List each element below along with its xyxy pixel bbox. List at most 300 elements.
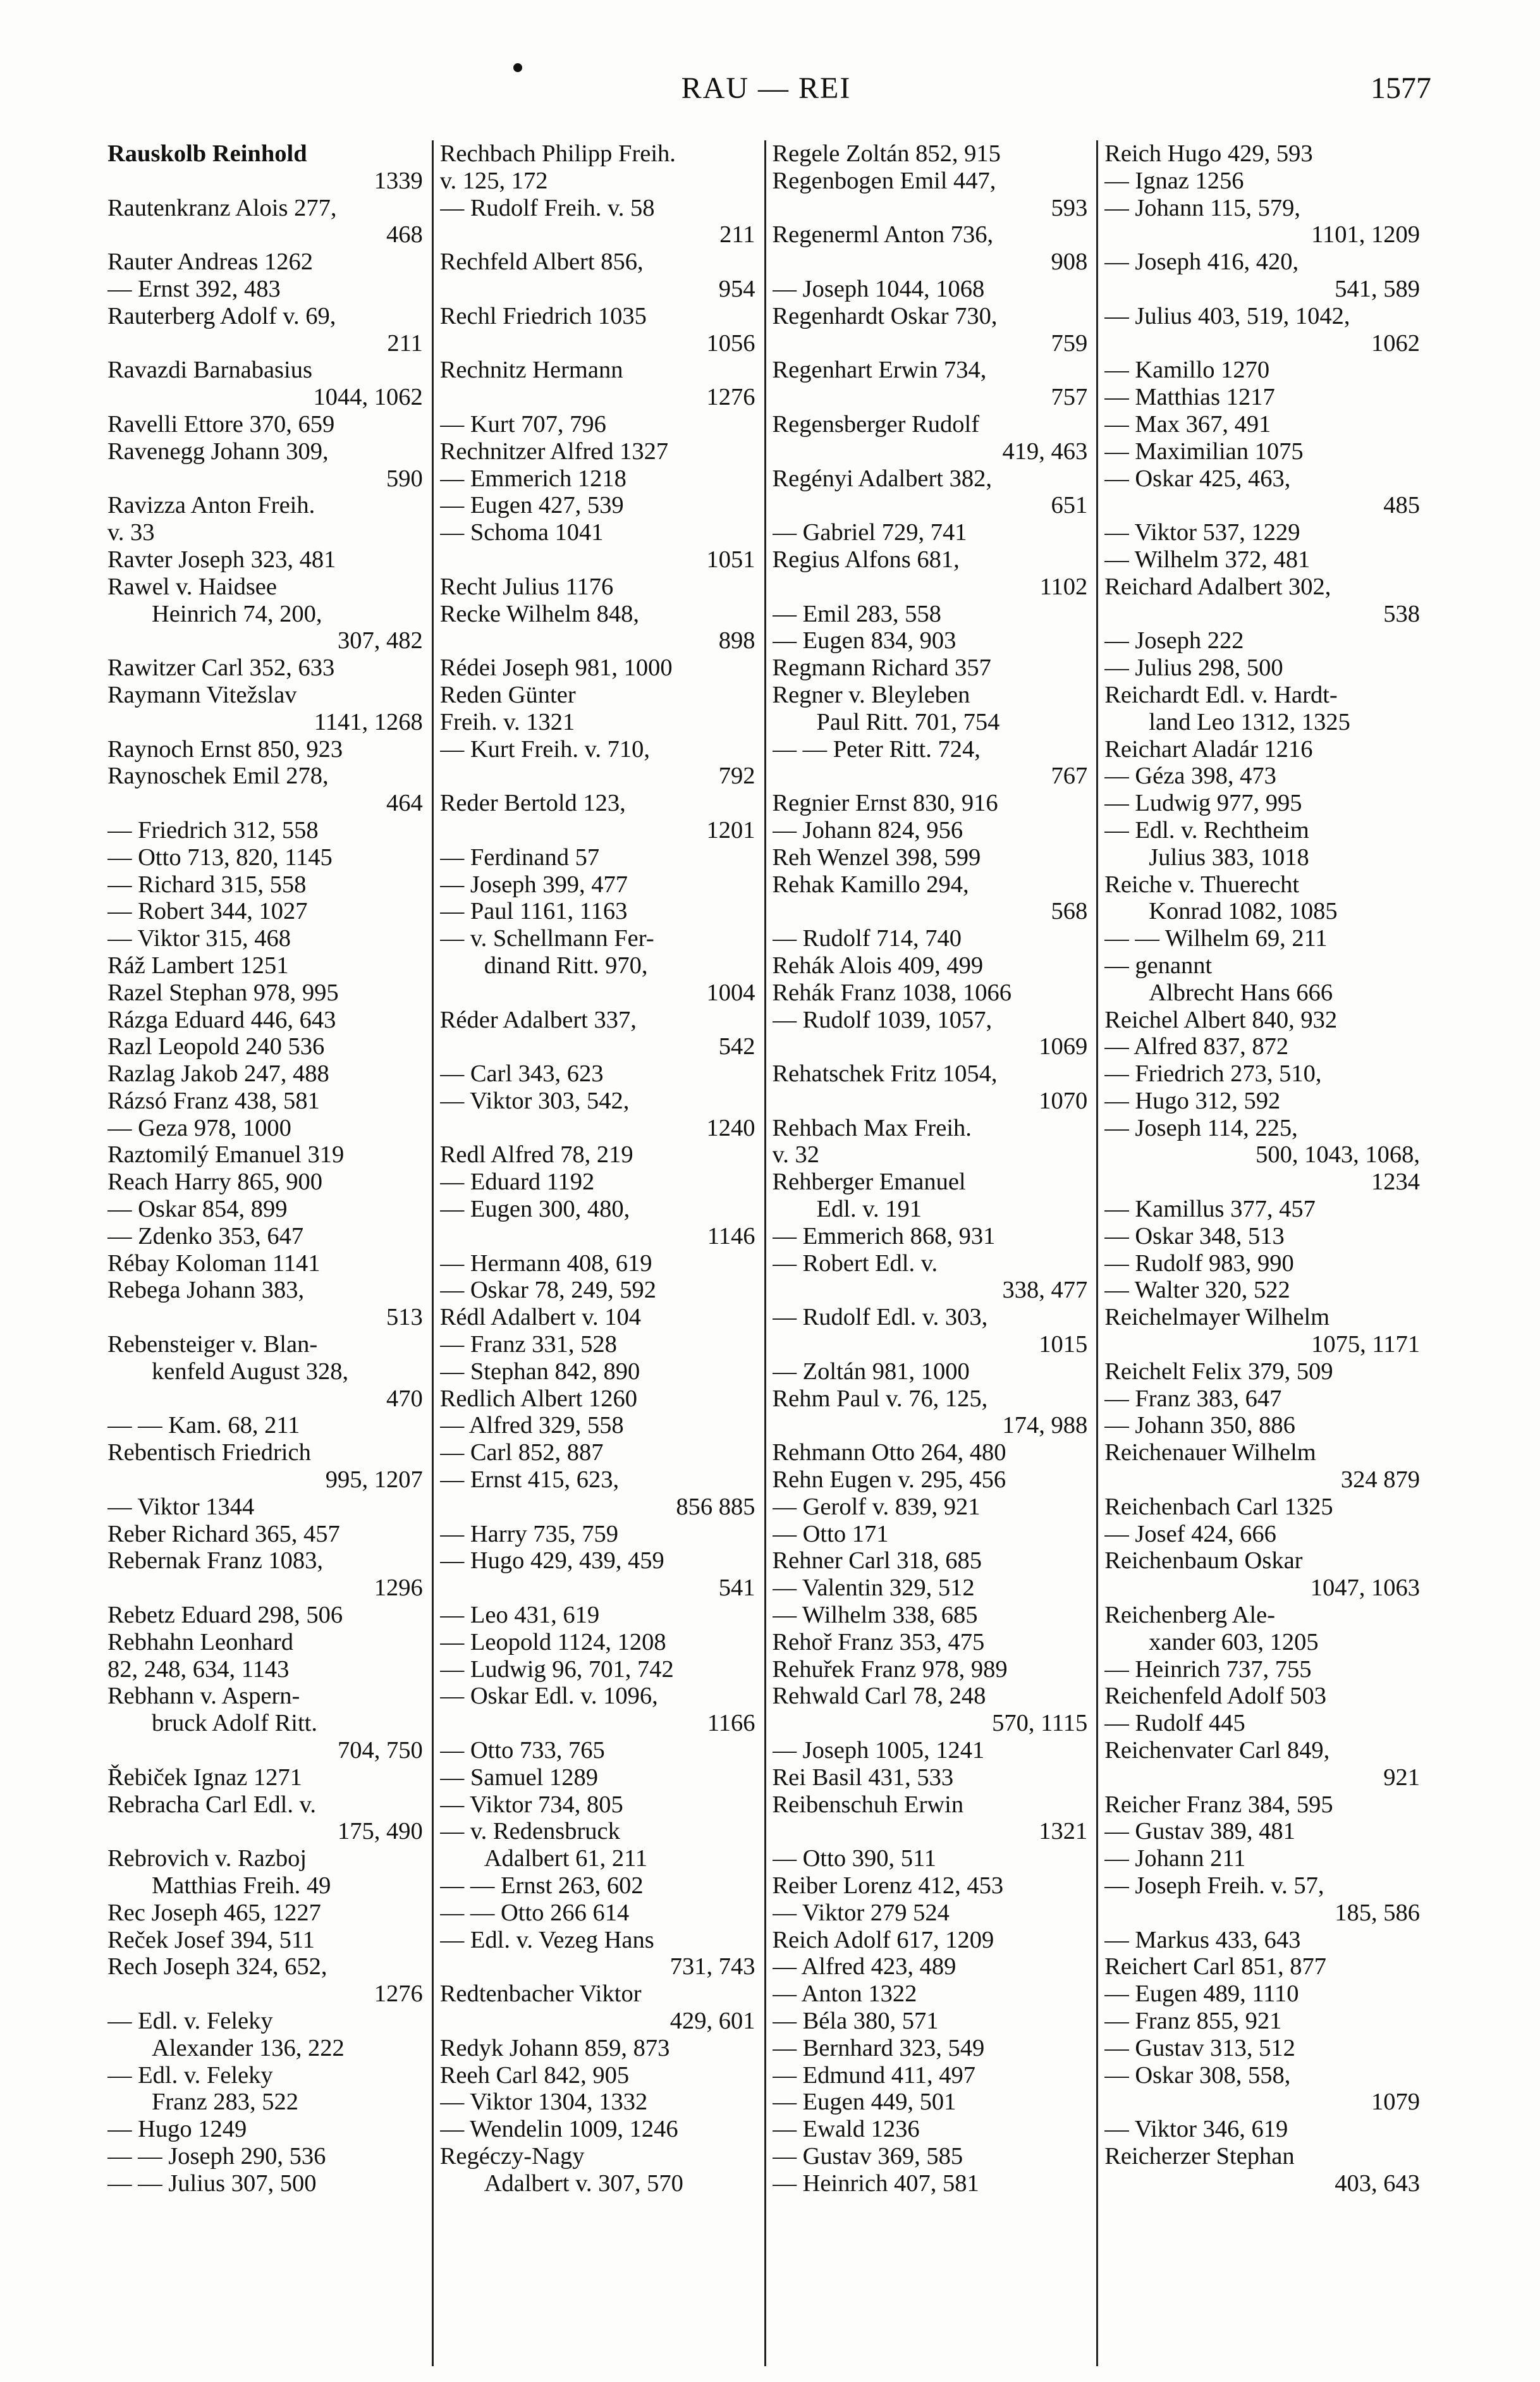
directory-entry: Reichart Aladár 1216 <box>1104 735 1313 763</box>
directory-entry: Reibenschuh Erwin <box>772 1791 964 1818</box>
directory-entry: — Géza 398, 473 <box>1104 763 1276 790</box>
directory-entry: bruck Adolf Ritt. <box>152 1710 317 1737</box>
directory-entry: Reichenfeld Adolf 503 <box>1104 1683 1326 1710</box>
directory-entry: — — Kam. 68, 211 <box>107 1412 300 1439</box>
directory-entry: — Kamillus 377, 457 <box>1104 1196 1316 1223</box>
entry-continuation: 1234 <box>1371 1169 1420 1196</box>
directory-entry: — Hugo 429, 439, 459 <box>439 1547 664 1575</box>
directory-entry: — Bernhard 323, 549 <box>772 2034 985 2061</box>
directory-entry: Reichenbaum Oskar <box>1104 1547 1303 1575</box>
entry-continuation: 419, 463 <box>1002 438 1088 465</box>
directory-entry: Raztomilý Emanuel 319 <box>107 1141 345 1169</box>
directory-entry: — Otto 390, 511 <box>772 1845 937 1872</box>
entry-continuation: 1339 <box>374 167 423 194</box>
directory-entry: — Valentin 329, 512 <box>772 1575 975 1602</box>
directory-entry: — Otto 733, 765 <box>439 1737 605 1764</box>
directory-entry: Regele Zoltán 852, 915 <box>772 140 1001 167</box>
directory-entry: — Julius 403, 519, 1042, <box>1104 302 1350 329</box>
running-head: RAU — REI <box>681 71 852 105</box>
directory-entry: — Hermann 408, 619 <box>439 1249 652 1277</box>
directory-entry: land Leo 1312, 1325 <box>1149 708 1350 735</box>
directory-entry: — Wilhelm 372, 481 <box>1104 546 1311 573</box>
directory-entry: — v. Schellmann Fer- <box>439 925 654 952</box>
directory-entry: Redtenbacher Viktor <box>439 1980 642 2008</box>
directory-entry: Rauterberg Adolf v. 69, <box>107 302 336 329</box>
directory-entry: — Johann 115, 579, <box>1104 194 1301 221</box>
directory-entry: Raymann Vitežslav <box>107 681 297 708</box>
directory-entry: — Eduard 1192 <box>439 1169 595 1196</box>
directory-entry: — Ernst 392, 483 <box>107 275 281 302</box>
directory-entry: — Viktor 1304, 1332 <box>439 2089 648 2116</box>
entry-continuation: 185, 586 <box>1335 1899 1420 1926</box>
directory-entry: kenfeld August 328, <box>152 1358 349 1385</box>
directory-entry: v. 32 <box>772 1141 819 1169</box>
directory-entry: Rawel v. Haidsee <box>107 573 277 600</box>
directory-entry: Reichard Adalbert 302, <box>1104 573 1331 600</box>
directory-entry: Rauskolb Reinhold <box>107 140 307 167</box>
entry-continuation: 324 879 <box>1340 1466 1420 1494</box>
directory-entry: Reder Bertold 123, <box>439 790 626 817</box>
directory-entry: — Edl. v. Feleky <box>107 2061 273 2089</box>
directory-entry: — Oskar 308, 558, <box>1104 2061 1291 2089</box>
directory-entry: — Heinrich 737, 755 <box>1104 1655 1312 1683</box>
directory-entry: Rei Basil 431, 533 <box>772 1764 954 1791</box>
entry-continuation: 175, 490 <box>338 1818 423 1845</box>
entry-continuation: 1069 <box>1039 1033 1088 1060</box>
directory-entry: Adalbert v. 307, 570 <box>484 2170 683 2197</box>
directory-entry: Reiber Lorenz 412, 453 <box>772 1872 1004 1899</box>
directory-entry: Rehatschek Fritz 1054, <box>772 1060 998 1088</box>
entry-continuation: 1070 <box>1039 1087 1088 1114</box>
entry-continuation: 338, 477 <box>1002 1277 1088 1304</box>
entry-continuation: 1004 <box>706 979 755 1006</box>
entry-continuation: 1141, 1268 <box>314 708 423 735</box>
directory-entry: — Harry 735, 759 <box>439 1520 619 1547</box>
entry-continuation: 513 <box>386 1304 423 1331</box>
directory-entry: — Oskar Edl. v. 1096, <box>439 1683 658 1710</box>
directory-entry: — Emil 283, 558 <box>772 600 941 627</box>
directory-entry: Regenhart Erwin 734, <box>772 357 987 384</box>
directory-entry: Razlag Jakob 247, 488 <box>107 1060 329 1088</box>
directory-entry: Franz 283, 522 <box>152 2089 299 2116</box>
directory-entry: — Viktor 303, 542, <box>439 1087 630 1114</box>
directory-entry: — Julius 298, 500 <box>1104 654 1283 682</box>
directory-entry: Rebega Johann 383, <box>107 1277 305 1304</box>
directory-entry: — Alfred 837, 872 <box>1104 1033 1289 1060</box>
entry-continuation: 759 <box>1051 329 1088 357</box>
directory-entry: — Otto 713, 820, 1145 <box>107 844 333 871</box>
entry-continuation: 1276 <box>374 1980 423 2008</box>
directory-entry: Reichel Albert 840, 932 <box>1104 1006 1338 1033</box>
directory-entry: — Oskar 348, 513 <box>1104 1222 1285 1249</box>
directory-entry: Rehbach Max Freih. <box>772 1114 972 1141</box>
directory-entry: Razel Stephan 978, 995 <box>107 979 339 1006</box>
directory-entry: — Kamillo 1270 <box>1104 357 1270 384</box>
directory-entry: Rédei Joseph 981, 1000 <box>439 654 673 682</box>
directory-entry: — Rudolf 445 <box>1104 1710 1245 1737</box>
directory-entry: — Emmerich 1218 <box>439 465 626 492</box>
entry-continuation: 1146 <box>707 1222 755 1249</box>
directory-entry: — Maximilian 1075 <box>1104 438 1304 465</box>
directory-entry: — Anton 1322 <box>772 1980 917 2008</box>
directory-entry: — Wendelin 1009, 1246 <box>439 2116 678 2143</box>
directory-entry: — Oskar 425, 463, <box>1104 465 1291 492</box>
directory-entry: Regenerml Anton 736, <box>772 221 994 249</box>
directory-entry: — Viktor 1344 <box>107 1493 255 1520</box>
directory-entry: — Friedrich 273, 510, <box>1104 1060 1322 1088</box>
directory-entry: — Zdenko 353, 647 <box>107 1222 304 1249</box>
directory-entry: Regensberger Rudolf <box>772 410 980 438</box>
directory-entry: Rehuřek Franz 978, 989 <box>772 1655 1008 1683</box>
directory-entry: — Rudolf Edl. v. 303, <box>772 1304 988 1331</box>
directory-entry: — Joseph 1044, 1068 <box>772 275 985 302</box>
directory-entry: Rebernak Franz 1083, <box>107 1547 324 1575</box>
directory-entry: — Joseph 416, 420, <box>1104 249 1299 276</box>
directory-entry: Freih. v. 1321 <box>439 708 575 735</box>
directory-entry: — Leo 431, 619 <box>439 1602 600 1629</box>
entry-continuation: 429, 601 <box>669 2007 755 2034</box>
directory-entry: — Joseph 399, 477 <box>439 871 628 898</box>
directory-entry: — Edmund 411, 497 <box>772 2061 976 2089</box>
directory-entry: Heinrich 74, 200, <box>152 600 322 627</box>
directory-entry: Rec Joseph 465, 1227 <box>107 1899 321 1926</box>
directory-entry: Reicherzer Stephan <box>1104 2142 1295 2170</box>
directory-entry: — Robert Edl. v. <box>772 1249 938 1277</box>
directory-entry: — Paul 1161, 1163 <box>439 898 628 925</box>
directory-entry: — Viktor 537, 1229 <box>1104 519 1300 546</box>
directory-entry: — Rudolf 1039, 1057, <box>772 1006 993 1033</box>
directory-entry: — Stephan 842, 890 <box>439 1358 640 1385</box>
directory-entry: Rebhann v. Aspern- <box>107 1683 300 1710</box>
entry-continuation: 1102 <box>1039 573 1088 600</box>
entry-continuation: 485 <box>1383 492 1420 519</box>
directory-entry: — Franz 383, 647 <box>1104 1385 1282 1412</box>
directory-entry: Rázga Eduard 446, 643 <box>107 1006 336 1033</box>
directory-entry: — Walter 320, 522 <box>1104 1277 1290 1304</box>
directory-entry: — Otto 171 <box>772 1520 889 1547</box>
directory-entry: Reh Wenzel 398, 599 <box>772 844 981 871</box>
directory-entry: — Rudolf Freih. v. 58 <box>439 194 655 221</box>
directory-entry: Rehak Kamillo 294, <box>772 871 969 898</box>
directory-entry: Regner v. Bleyleben <box>772 681 970 708</box>
directory-entry: — Alfred 423, 489 <box>772 1953 956 1980</box>
directory-entry: — Johann 350, 886 <box>1104 1412 1295 1439</box>
directory-entry: Rehwald Carl 78, 248 <box>772 1683 986 1710</box>
page-number: 1577 <box>1371 71 1431 105</box>
page-header <box>101 71 1431 121</box>
directory-entry: — Matthias 1217 <box>1104 384 1275 411</box>
directory-entry: — Ludwig 977, 995 <box>1104 790 1302 817</box>
entry-continuation: 1321 <box>1039 1818 1088 1845</box>
directory-entry: — Schoma 1041 <box>439 519 604 546</box>
directory-entry: Rebrovich v. Razboj <box>107 1845 307 1872</box>
entry-continuation: 1166 <box>707 1710 755 1737</box>
entry-continuation: 307, 482 <box>338 627 423 654</box>
directory-entry: Rehák Franz 1038, 1066 <box>772 979 1012 1006</box>
entry-continuation: 704, 750 <box>338 1737 423 1764</box>
directory-entry: — Ewald 1236 <box>772 2116 920 2143</box>
directory-entry: Reichenvater Carl 849, <box>1104 1737 1330 1764</box>
directory-entry: Rauter Andreas 1262 <box>107 249 314 276</box>
directory-entry: — Rudolf 983, 990 <box>1104 1249 1294 1277</box>
directory-entry: Ravenegg Johann 309, <box>107 438 329 465</box>
directory-entry: Redl Alfred 78, 219 <box>439 1141 633 1169</box>
directory-entry: Reček Josef 394, 511 <box>107 1926 315 1953</box>
directory-entry: Ravizza Anton Freih. <box>107 492 315 519</box>
entry-continuation: 1051 <box>706 546 755 573</box>
directory-entry: — Joseph 1005, 1241 <box>772 1737 985 1764</box>
directory-entry: — genannt <box>1104 952 1213 979</box>
directory-entry: Rawitzer Carl 352, 633 <box>107 654 335 682</box>
entry-continuation: 590 <box>386 465 423 492</box>
directory-entry: — Béla 380, 571 <box>772 2007 939 2034</box>
entry-continuation: 898 <box>718 627 755 654</box>
directory-entry: — Gerolf v. 839, 921 <box>772 1493 981 1520</box>
entry-continuation: 995, 1207 <box>325 1466 423 1494</box>
directory-entry: Matthias Freih. 49 <box>152 1872 331 1899</box>
directory-entry: — Samuel 1289 <box>439 1764 598 1791</box>
directory-entry: — Johann 211 <box>1104 1845 1246 1872</box>
directory-entry: — Franz 855, 921 <box>1104 2007 1282 2034</box>
directory-entry: — Carl 343, 623 <box>439 1060 604 1088</box>
entry-continuation: 856 885 <box>676 1493 755 1520</box>
directory-entry: Rechl Friedrich 1035 <box>439 302 647 329</box>
directory-entry: Reichenbach Carl 1325 <box>1104 1493 1333 1520</box>
directory-entry: Recht Julius 1176 <box>439 573 614 600</box>
entry-continuation: 568 <box>1051 898 1088 925</box>
directory-entry: Reeh Carl 842, 905 <box>439 2061 630 2089</box>
entry-continuation: 1079 <box>1371 2089 1420 2116</box>
entry-continuation: 541, 589 <box>1335 275 1420 302</box>
directory-entry: — Edl. v. Feleky <box>107 2007 273 2034</box>
directory-entry: Ravter Joseph 323, 481 <box>107 546 336 573</box>
directory-entry: Raynoschek Emil 278, <box>107 763 329 790</box>
directory-entry: v. 125, 172 <box>439 167 548 194</box>
directory-entry: Reichenberg Ale- <box>1104 1602 1276 1629</box>
directory-entry: Paul Ritt. 701, 754 <box>816 708 1000 735</box>
directory-entry: Rehmann Otto 264, 480 <box>772 1439 1006 1466</box>
directory-entry: Reich Adolf 617, 1209 <box>772 1926 994 1953</box>
entry-continuation: 908 <box>1051 249 1088 276</box>
directory-entry: — Ferdinand 57 <box>439 844 600 871</box>
directory-entry: — Ignaz 1256 <box>1104 167 1244 194</box>
directory-entry: — Viktor 315, 468 <box>107 925 291 952</box>
directory-entry: Ráž Lambert 1251 <box>107 952 289 979</box>
directory-entry: Rébay Koloman 1141 <box>107 1249 321 1277</box>
directory-entry: Regmann Richard 357 <box>772 654 991 682</box>
entry-continuation: 757 <box>1051 384 1088 411</box>
directory-entry: Rebentisch Friedrich <box>107 1439 311 1466</box>
directory-entry: — Alfred 329, 558 <box>439 1412 624 1439</box>
directory-entry: — Kurt 707, 796 <box>439 410 606 438</box>
directory-entry: Regius Alfons 681, <box>772 546 960 573</box>
entry-continuation: 538 <box>1383 600 1420 627</box>
directory-entry: — Viktor 279 524 <box>772 1899 950 1926</box>
entry-continuation: 921 <box>1383 1764 1420 1791</box>
directory-entry: Regényi Adalbert 382, <box>772 465 992 492</box>
directory-entry: Edl. v. 191 <box>816 1196 922 1223</box>
directory-entry: Rebhahn Leonhard <box>107 1628 293 1655</box>
directory-entry: — Eugen 427, 539 <box>439 492 624 519</box>
directory-entry: — Emmerich 868, 931 <box>772 1222 996 1249</box>
directory-entry: Regenhardt Oskar 730, <box>772 302 998 329</box>
directory-entry: Regenbogen Emil 447, <box>772 167 996 194</box>
directory-entry: — Johann 824, 956 <box>772 816 963 844</box>
directory-entry: Redlich Albert 1260 <box>439 1385 637 1412</box>
entry-continuation: 792 <box>718 763 755 790</box>
directory-entry: — Rudolf 714, 740 <box>772 925 962 952</box>
column-1 <box>101 140 432 2366</box>
directory-entry: — — Joseph 290, 536 <box>107 2142 326 2170</box>
directory-entry: — Geza 978, 1000 <box>107 1114 291 1141</box>
directory-columns <box>101 140 1429 2366</box>
directory-entry: — — Julius 307, 500 <box>107 2170 317 2197</box>
directory-entry: Raynoch Ernst 850, 923 <box>107 735 343 763</box>
directory-entry: — — Ernst 263, 602 <box>439 1872 644 1899</box>
entry-continuation: 1047, 1063 <box>1310 1575 1420 1602</box>
entry-continuation: 500, 1043, 1068, <box>1256 1141 1420 1169</box>
directory-entry: Rehn Eugen v. 295, 456 <box>772 1466 1006 1494</box>
directory-entry: — Edl. v. Vezeg Hans <box>439 1926 654 1953</box>
directory-entry: Rechbach Philipp Freih. <box>439 140 676 167</box>
entry-continuation: 1075, 1171 <box>1311 1331 1420 1358</box>
directory-entry: Rehoř Franz 353, 475 <box>772 1628 985 1655</box>
directory-entry: — Wilhelm 338, 685 <box>772 1602 978 1629</box>
directory-entry: — Kurt Freih. v. 710, <box>439 735 650 763</box>
directory-entry: Albrecht Hans 666 <box>1149 979 1333 1006</box>
entry-continuation: 1062 <box>1371 329 1420 357</box>
directory-entry: Reichelmayer Wilhelm <box>1104 1304 1330 1331</box>
directory-entry: Rédl Adalbert v. 104 <box>439 1304 642 1331</box>
directory-entry: — Viktor 734, 805 <box>439 1791 623 1818</box>
directory-entry: Reach Harry 865, 900 <box>107 1169 322 1196</box>
directory-entry: dinand Ritt. 970, <box>484 952 648 979</box>
entry-continuation: 1015 <box>1039 1331 1088 1358</box>
directory-entry: — Carl 852, 887 <box>439 1439 604 1466</box>
directory-entry: Rebracha Carl Edl. v. <box>107 1791 316 1818</box>
directory-entry: Reichert Carl 851, 877 <box>1104 1953 1326 1980</box>
directory-entry: Řebiček Ignaz 1271 <box>107 1764 302 1791</box>
directory-entry: — Friedrich 312, 558 <box>107 816 319 844</box>
directory-entry: — — Wilhelm 69, 211 <box>1104 925 1328 952</box>
entry-continuation: 403, 643 <box>1335 2170 1420 2197</box>
directory-entry: — Hugo 312, 592 <box>1104 1087 1281 1114</box>
entry-continuation: 1276 <box>706 384 755 411</box>
directory-entry: — Gustav 389, 481 <box>1104 1818 1295 1845</box>
entry-continuation: 1056 <box>706 329 755 357</box>
directory-entry: — Gabriel 729, 741 <box>772 519 967 546</box>
column-3 <box>764 140 1097 2366</box>
directory-entry: Razl Leopold 240 536 <box>107 1033 325 1060</box>
directory-entry: Konrad 1082, 1085 <box>1149 898 1338 925</box>
entry-continuation: 464 <box>386 790 423 817</box>
directory-entry: Reber Richard 365, 457 <box>107 1520 340 1547</box>
entry-continuation: 1240 <box>706 1114 755 1141</box>
directory-entry: Regnier Ernst 830, 916 <box>772 790 998 817</box>
entry-continuation: 954 <box>718 275 755 302</box>
directory-entry: Regéczy-Nagy <box>439 2142 585 2170</box>
directory-entry: — Gustav 369, 585 <box>772 2142 963 2170</box>
directory-entry: — Eugen 300, 480, <box>439 1196 630 1223</box>
directory-entry: Reich Hugo 429, 593 <box>1104 140 1313 167</box>
directory-entry: — Joseph Freih. v. 57, <box>1104 1872 1324 1899</box>
entry-continuation: 541 <box>718 1575 755 1602</box>
directory-entry: Recke Wilhelm 848, <box>439 600 640 627</box>
directory-entry: Reden Günter <box>439 681 576 708</box>
directory-entry: — Leopold 1124, 1208 <box>439 1628 666 1655</box>
directory-entry: — — Otto 266 614 <box>439 1899 630 1926</box>
column-2 <box>432 140 764 2366</box>
entry-continuation: 468 <box>386 221 423 249</box>
directory-entry: Reiche v. Thuerecht <box>1104 871 1300 898</box>
directory-entry: Reichardt Edl. v. Hardt- <box>1104 681 1338 708</box>
directory-entry: Rázsó Franz 438, 581 <box>107 1087 320 1114</box>
directory-entry: Reichenauer Wilhelm <box>1104 1439 1316 1466</box>
directory-entry: — Zoltán 981, 1000 <box>772 1358 970 1385</box>
entry-continuation: 651 <box>1051 492 1088 519</box>
directory-entry: — Josef 424, 666 <box>1104 1520 1276 1547</box>
directory-entry: — Eugen 449, 501 <box>772 2089 956 2116</box>
directory-entry: Rech Joseph 324, 652, <box>107 1953 327 1980</box>
directory-entry: Rebetz Eduard 298, 506 <box>107 1602 343 1629</box>
entry-continuation: 731, 743 <box>669 1953 755 1980</box>
directory-entry: Julius 383, 1018 <box>1149 844 1309 871</box>
directory-entry: — Robert 344, 1027 <box>107 898 308 925</box>
directory-entry: xander 603, 1205 <box>1149 1628 1319 1655</box>
directory-entry: Redyk Johann 859, 873 <box>439 2034 670 2061</box>
directory-entry: — Edl. v. Rechtheim <box>1104 816 1309 844</box>
directory-entry: — Ludwig 96, 701, 742 <box>439 1655 674 1683</box>
entry-continuation: 767 <box>1051 763 1088 790</box>
directory-entry: — Hugo 1249 <box>107 2116 247 2143</box>
directory-entry: v. 33 <box>107 519 155 546</box>
directory-entry: — Gustav 313, 512 <box>1104 2034 1295 2061</box>
directory-entry: Rehák Alois 409, 499 <box>772 952 984 979</box>
directory-entry: — Oskar 854, 899 <box>107 1196 288 1223</box>
directory-entry: Rechnitz Hermann <box>439 357 623 384</box>
directory-entry: — Richard 315, 558 <box>107 871 307 898</box>
entry-continuation: 174, 988 <box>1002 1412 1088 1439</box>
directory-entry: — Ernst 415, 623, <box>439 1466 620 1494</box>
directory-entry: — v. Redensbruck <box>439 1818 620 1845</box>
entry-continuation: 593 <box>1051 194 1088 221</box>
directory-entry: Rehner Carl 318, 685 <box>772 1547 982 1575</box>
entry-continuation: 1044, 1062 <box>313 384 423 411</box>
directory-entry: Rehm Paul v. 76, 125, <box>772 1385 988 1412</box>
entry-continuation: 211 <box>719 221 755 249</box>
directory-entry: — Markus 433, 643 <box>1104 1926 1301 1953</box>
directory-entry: — Joseph 114, 225, <box>1104 1114 1298 1141</box>
entry-continuation: 211 <box>387 329 423 357</box>
directory-entry: — Eugen 489, 1110 <box>1104 1980 1299 2008</box>
entry-continuation: 542 <box>718 1033 755 1060</box>
directory-entry: Ravelli Ettore 370, 659 <box>107 410 335 438</box>
directory-entry: — Heinrich 407, 581 <box>772 2170 979 2197</box>
directory-entry: Rechnitzer Alfred 1327 <box>439 438 669 465</box>
directory-entry: Rebensteiger v. Blan- <box>107 1331 318 1358</box>
directory-entry: Rautenkranz Alois 277, <box>107 194 337 221</box>
directory-entry: — — Peter Ritt. 724, <box>772 735 981 763</box>
directory-entry: — Max 367, 491 <box>1104 410 1271 438</box>
directory-entry: Reicher Franz 384, 595 <box>1104 1791 1333 1818</box>
directory-entry: — Franz 331, 528 <box>439 1331 617 1358</box>
entry-continuation: 570, 1115 <box>992 1710 1088 1737</box>
directory-entry: — Joseph 222 <box>1104 627 1244 654</box>
directory-entry: Alexander 136, 222 <box>152 2034 345 2061</box>
entry-continuation: 470 <box>386 1385 423 1412</box>
directory-entry: 82, 248, 634, 1143 <box>107 1655 290 1683</box>
directory-entry: Rehberger Emanuel <box>772 1169 966 1196</box>
